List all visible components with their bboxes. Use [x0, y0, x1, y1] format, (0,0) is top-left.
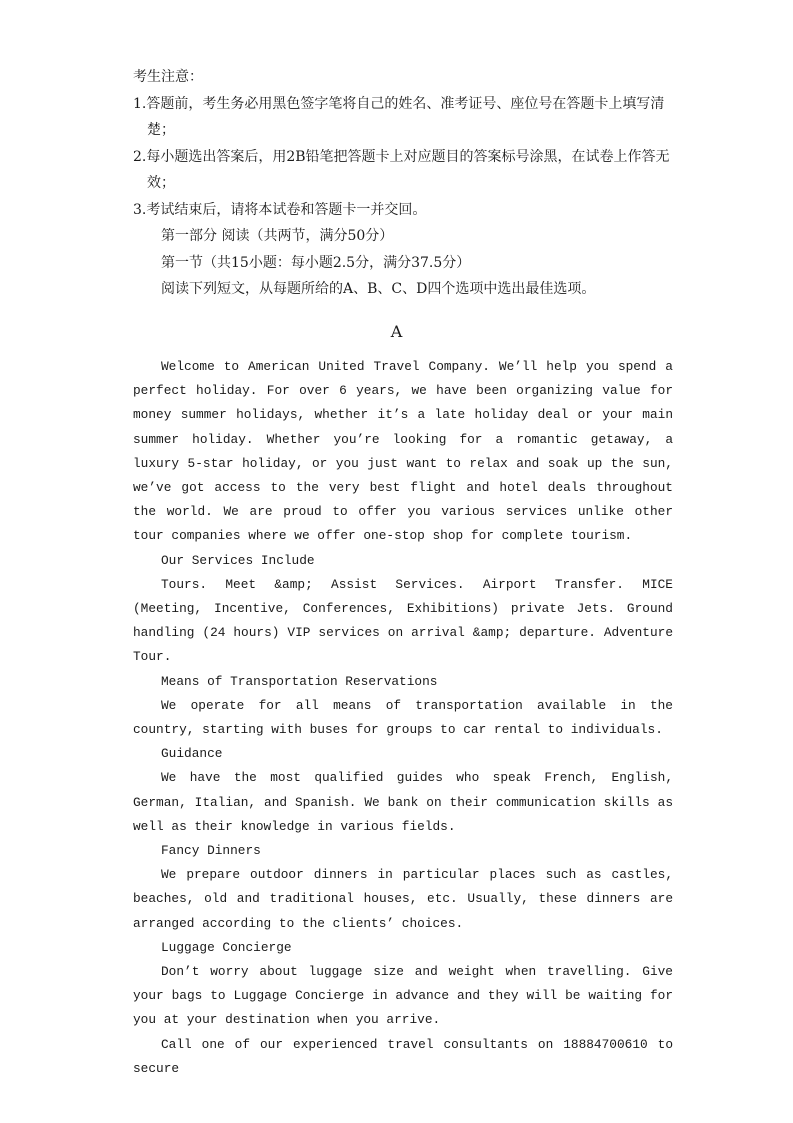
guidance-paragraph: We have the most qualified guides who speak French, English, German, Italian, and Spanish. We bank on their communication skills as well as their knowledge in various fields. [133, 770, 673, 834]
dinners-heading: Fancy Dinners [161, 843, 261, 859]
notice-item-2: 2.每小题选出答案后，用2B铅笔把答题卡上对应题目的答案标号涂黑，在试卷上作答无效； [133, 148, 670, 191]
reading-instruction: 阅读下列短文，从每题所给的A、B、C、D四个选项中选出最佳选项。 [161, 281, 596, 297]
part-title: 第一部分 阅读（共两节，满分50分） [161, 228, 394, 244]
section-title: 第一节（共15小题：每小题2.5分，满分37.5分） [161, 254, 471, 271]
reading-passage [133, 355, 673, 1081]
transport-paragraph: We operate for all means of transportation available in the country, starting with buses for groups to car rental to individuals. [133, 697, 673, 738]
closing-paragraph: Call one of our experienced travel consultants on 18884700610 to secure [133, 1036, 673, 1076]
intro-paragraph: Welcome to American United Travel Company. We’ll help you spend a perfect holiday. For over 6 years, we have been organizing value for money summer holidays, whether it’s a late holiday deal or your main summer holiday. Whether you’re looking for a romantic getaway, a luxury 5-star holiday, or you just want to relax and soak up the sun, we’ve got access to the very best flight and hotel deals throughout the world. We are proud to offer you various services unlike other tour companies where we offer one-stop shop for complete tourism. [133, 359, 673, 544]
services-paragraph: Tours. Meet &amp; Assist Services. Airport Transfer. MICE (Meeting, Incentive, Conferences, Exhibitions) private Jets. Ground handling (24 hours) VIP services on arrival &amp; departure. Adventure Tour. [133, 576, 673, 665]
exam-notice [133, 64, 673, 303]
notice-heading: 考生注意： [133, 69, 203, 85]
dinners-paragraph: We prepare outdoor dinners in particular places such as castles, beaches, old and traditional houses, etc. Usually, these dinners are arranged according to the clients’ choices. [133, 867, 673, 931]
luggage-heading: Luggage Concierge [161, 939, 292, 955]
transport-heading: Means of Transportation Reservations [161, 673, 438, 689]
notice-item-1: 1.答题前，考生务必用黑色签字笔将自己的姓名、准考证号、座位号在答题卡上填写清楚； [133, 95, 665, 138]
guidance-heading: Guidance [161, 746, 223, 762]
luggage-paragraph: Don’t worry about luggage size and weight when travelling. Give your bags to Luggage Concierge in advance and they will be waiting for you at your destination when you arrive. [133, 964, 673, 1028]
passage-letter: A [390, 322, 403, 341]
services-heading: Our Services Include [161, 552, 315, 568]
notice-item-3: 3.考试结束后，请将本试卷和答题卡一并交回。 [133, 201, 427, 218]
